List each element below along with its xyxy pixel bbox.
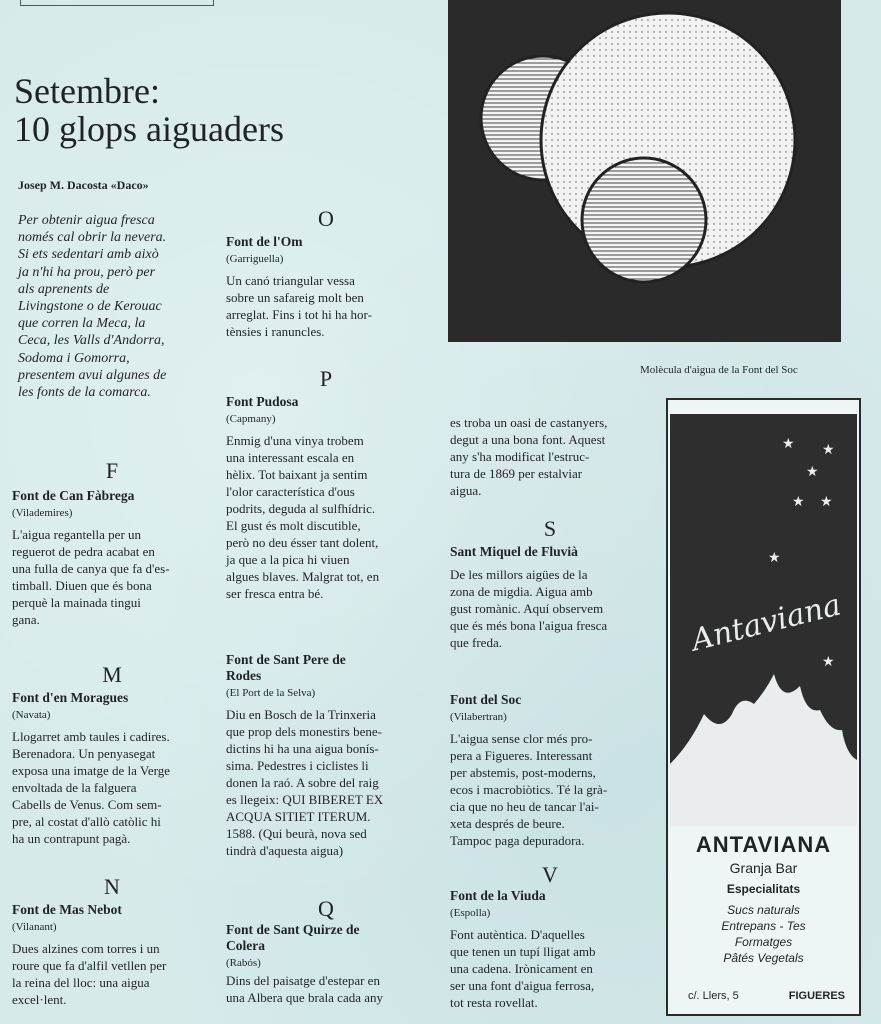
body-line: xeta després de beure.: [450, 816, 565, 831]
star-icon: ★: [822, 654, 835, 670]
body-line: Cabells de Venus. Com sem-: [12, 797, 162, 812]
section-place: (Espolla): [450, 907, 491, 919]
byline: Josep M. Dacosta «Daco»: [18, 178, 149, 192]
body-line: ja que a la pica hi viuen: [226, 552, 350, 567]
section-body: [12, 940, 212, 1008]
ad-subtitle: Granja Bar: [729, 860, 798, 876]
section-name: Font de Can Fàbrega: [12, 488, 135, 503]
ad-script-name: Antaviana: [687, 587, 845, 659]
top-box-rule: [20, 0, 214, 6]
body-line: tura de 1869 per estalviar: [450, 466, 583, 481]
body-line: pera a Figueres. Interessant: [450, 748, 593, 763]
section-continuation: [450, 408, 650, 499]
section-letter: Q: [318, 896, 334, 921]
section-place: (El Port de la Selva): [226, 687, 316, 699]
section-name-line: Font de Sant Quirze de: [226, 922, 360, 937]
intro-line: als aprenents de: [18, 281, 110, 297]
body-line: reguerot de pedra acabat en: [12, 544, 155, 559]
body-line: tènsies i ranuncles.: [226, 324, 325, 339]
section-name: [226, 922, 426, 954]
ad-name: ANTAVIANA: [695, 832, 832, 857]
ad-illustration: [670, 414, 857, 826]
body-line: aigua.: [450, 483, 482, 498]
section-m: [12, 662, 212, 847]
section-letter: F: [105, 458, 119, 483]
body-line: timball. Diuen que és bona: [12, 578, 152, 593]
intro-line: Si ets sedentari amb això: [18, 247, 159, 263]
ad-artwork: [670, 414, 857, 826]
body-line: dictins hi ha una aigua bonís-: [226, 741, 379, 756]
body-line: que és més bona l'aigua fresca: [450, 618, 608, 633]
body-line: De les millors aigües de la: [450, 567, 588, 582]
intro-line: Livingstone o de Kerouac: [18, 299, 162, 315]
intro-line: Per obtenir aigua fresca: [18, 213, 155, 228]
ad-item: Entrepans - Tes: [721, 919, 806, 933]
body-line: ha un contrapunt pagà.: [12, 831, 131, 846]
molecule-illustration: [448, 0, 841, 342]
section-n: [12, 874, 212, 1008]
body-line: excel·lent.: [12, 992, 67, 1007]
section-name-line: Font de Sant Pere de: [226, 652, 346, 667]
section-name: Font Pudosa: [226, 394, 299, 409]
body-line: tindrà d'aquesta aigua): [226, 843, 344, 858]
section-body: [226, 272, 426, 340]
intro-line: ja n'hi ha prou, però per: [18, 264, 156, 280]
body-line: El gust és molt discutible,: [226, 518, 361, 533]
title-line-2: 10 glops aiguaders: [14, 109, 284, 149]
body-line: Enmig d'una vinya trobem: [226, 433, 364, 448]
small-atom-front: [582, 158, 706, 282]
section-body: [12, 526, 212, 628]
body-line: Dues alzines com torres i un: [12, 941, 160, 956]
body-line: Berenadora. Un penyasegat: [12, 746, 156, 761]
section-name: [226, 652, 426, 684]
section-letter: M: [102, 662, 122, 687]
body-line: degut a una bona font. Aquest: [450, 432, 606, 447]
body-line: donen la raó. A sobre del raig: [226, 775, 379, 790]
ad-specialities-heading: Especialitats: [726, 882, 801, 896]
body-line: envoltada de la falguera: [12, 780, 137, 795]
body-line: any s'ha modificat l'estruc-: [450, 449, 590, 464]
section-letter: O: [318, 206, 334, 231]
section-name: Font d'en Moragues: [12, 690, 129, 705]
section-place: (Rabós): [226, 957, 261, 969]
antaviana-advertisement: [666, 398, 861, 1016]
body-line: ACQUA SITIET ITERUM.: [226, 809, 371, 824]
section-place: (Vilademires): [12, 507, 73, 519]
section-q: [226, 896, 426, 1006]
body-line: Diu en Bosch de la Trinxeria: [226, 707, 376, 722]
body-line: una cadena. Irònicament en: [450, 961, 593, 976]
intro-line: presentem avui algunes de: [18, 367, 167, 383]
body-line: arreglat. Fins i tot hi ha hor-: [226, 307, 372, 322]
flame-icon: [670, 674, 857, 826]
section-letter: V: [542, 862, 558, 887]
section-soc: [450, 692, 650, 849]
body-line: però no deu ésser tant dolent,: [226, 535, 379, 550]
molecule-photo: [448, 0, 841, 342]
section-letter: S: [543, 516, 557, 541]
section-letter: N: [104, 874, 120, 899]
body-line: sobre un safareig molt ben: [226, 290, 364, 305]
body-line: perquè la mainada tingui: [12, 595, 141, 610]
section-name: Font de Mas Nebot: [12, 902, 122, 917]
intro-paragraph: [18, 212, 218, 401]
title-line-1: Setembre:: [14, 71, 160, 111]
body-line: sima. Pedestres i ciclistes li: [226, 758, 369, 773]
body-line: Llogarret amb taules i cadires.: [12, 729, 170, 744]
body-line: Un canó triangular vessa: [226, 273, 355, 288]
section-place: (Vilabertran): [450, 711, 507, 723]
section-v: [450, 862, 650, 1011]
ad-items: [668, 902, 859, 966]
section-place: (Garriguella): [226, 253, 284, 265]
body-line: que prop dels monestirs bene-: [226, 724, 382, 739]
ad-item: Sucs naturals: [727, 903, 800, 917]
ad-city: FIGUERES: [788, 990, 845, 1002]
crescent-moon-icon: [702, 434, 770, 523]
section-place: (Capmany): [226, 413, 276, 425]
section-p: [226, 366, 426, 602]
section-place: (Vilanant): [12, 921, 57, 933]
section-s: [450, 516, 650, 651]
body-line: Dins del paisatge d'estepar en: [226, 973, 380, 988]
body-line: que freda.: [450, 635, 502, 650]
section-f: [12, 458, 212, 628]
body-line: algues blaves. Malgrat tot, en: [226, 569, 380, 584]
intro-line: que corren la Meca, la: [18, 316, 146, 332]
body-line: gust romànic. Aquí observem: [450, 601, 604, 616]
intro-line: Ceca, les Valls d'Andorra,: [18, 333, 165, 349]
body-line: L'aigua sense clor més pro-: [450, 731, 593, 746]
body-line: L'aigua regantella per un: [12, 527, 142, 542]
section-sant-pere: [226, 652, 426, 859]
body-line: Tampoc paga depuradora.: [450, 833, 585, 848]
intro-line: les fonts de la comarca.: [18, 385, 151, 401]
body-line: ser una font d'aigua ferrosa,: [450, 978, 595, 993]
body-line: la reina del lloc: una aigua: [12, 975, 150, 990]
body-line: roure que fa d'alfil vetllen per: [12, 958, 167, 973]
section-o: [226, 206, 426, 340]
section-name-line: Colera: [226, 938, 265, 953]
body-line: Font autèntica. D'aquelles: [450, 927, 585, 942]
ad-item: Pâtés Vegetals: [723, 951, 804, 965]
section-letter: P: [319, 366, 333, 391]
body-line: per abstemis, post-moderns,: [450, 765, 596, 780]
section-name: Font de l'Om: [226, 234, 303, 249]
section-body: [450, 926, 650, 1011]
body-line: una Albera que brala cada any: [226, 990, 384, 1005]
body-line: ser fresca entra bé.: [226, 586, 324, 601]
star-icon: ★: [822, 442, 835, 458]
intro-line: només cal obrir la nevera.: [18, 230, 167, 246]
star-icon: ★: [792, 494, 805, 510]
section-name: Font del Soc: [450, 692, 522, 707]
body-line: tot resta rovellat.: [450, 995, 538, 1010]
body-line: exposa una imatge de la Verge: [12, 763, 170, 778]
section-body: [450, 566, 650, 651]
star-icon: ★: [768, 550, 781, 566]
section-body: [226, 432, 426, 602]
star-icon: ★: [782, 436, 795, 452]
intro-line: Sodoma i Gomorra,: [18, 350, 130, 366]
body-line: ecos i macrobiòtics. Té la grà-: [450, 782, 608, 797]
section-body: [12, 728, 212, 847]
body-line: una interessant escala en: [226, 450, 355, 465]
body-line: l'olor característica d'ous: [226, 484, 355, 499]
body-line: 1588. (Qui beurà, nova sed: [226, 826, 367, 841]
photo-caption: Molècula d'aigua de la Font del Soc: [640, 364, 798, 376]
section-body: [226, 972, 426, 1006]
body-line: cia que no heu de tancar l'ai-: [450, 799, 599, 814]
body-line: es llegeix: QUI BIBERET EX: [226, 792, 384, 807]
section-body: [450, 414, 650, 499]
body-line: pre, al costat d'allò catòlic hi: [12, 814, 161, 829]
body-line: que tenen un tupí lligat amb: [450, 944, 596, 959]
body-line: zona de migdia. Aigua amb: [450, 584, 593, 599]
body-line: hèlix. Tot baixant ja sentim: [226, 467, 368, 482]
star-icon: ★: [806, 464, 819, 480]
section-body: [450, 730, 650, 849]
body-line: es troba un oasi de castanyers,: [450, 415, 608, 430]
ad-item: Formatges: [734, 935, 793, 949]
star-icon: ★: [820, 494, 833, 510]
section-body: [226, 706, 426, 859]
section-name-line: Rodes: [226, 668, 262, 683]
section-place: (Navata): [12, 709, 51, 721]
article-title: [14, 72, 284, 148]
section-name: Font de la Viuda: [450, 888, 546, 903]
section-name: Sant Miquel de Fluvià: [450, 544, 578, 559]
body-line: gana.: [12, 612, 40, 627]
body-line: una fulla de canya que fa d'es-: [12, 561, 170, 576]
ad-address: c/. Llers, 5: [688, 990, 739, 1002]
body-line: podrits, deguda al sulfhídric.: [226, 501, 376, 516]
